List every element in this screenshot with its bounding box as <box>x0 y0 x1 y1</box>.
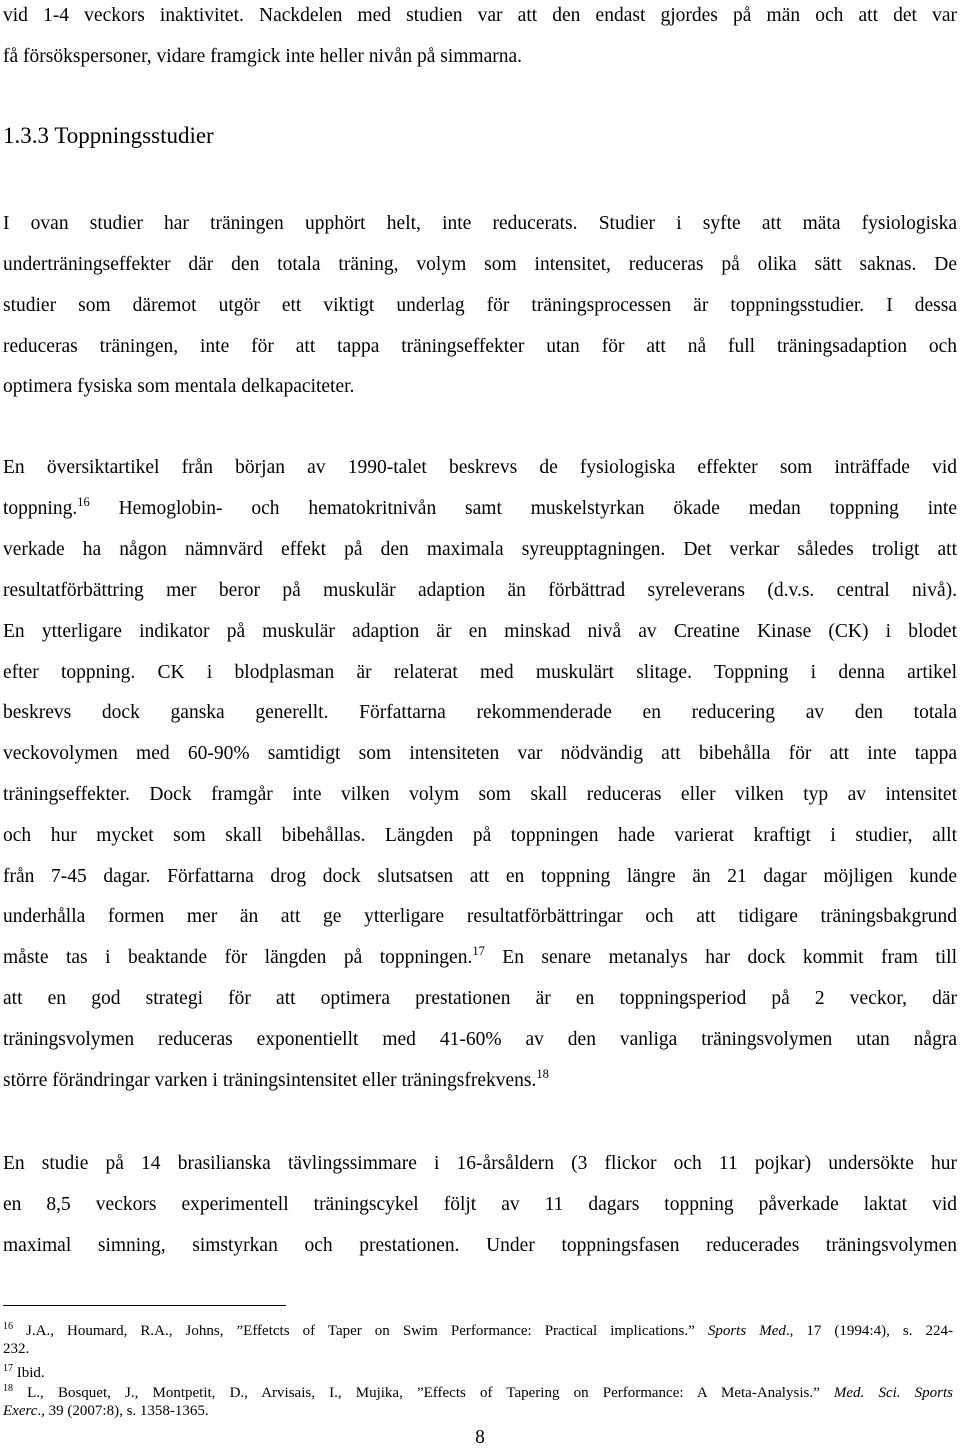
body-text-line: resultatförbättring mer beror på muskulär adaption än förbättrad syreleverans (d.v.s. central nivå). <box>3 580 957 601</box>
body-text-line: optimera fysiska som mentala delkapaciteter. <box>3 376 355 397</box>
body-text-line: En översiktartikel från början av 1990-talet beskrevs de fysiologiska effekter som inträffade vid <box>3 457 957 478</box>
footnote-ref: 17 <box>472 944 485 958</box>
body-text-line <box>3 497 957 521</box>
body-text-line: verkade ha någon nämnvärd effekt på den maximala syreupptagningen. Det verkar således troligt att <box>3 539 957 560</box>
footnote-ref: 16 <box>77 495 90 509</box>
footnote-line <box>3 1322 953 1340</box>
footnote-number: 16 <box>3 1321 13 1332</box>
body-text-line: reduceras träningen, inte för att tappa träningseffekter utan för att nå full träningsadaption och <box>3 336 957 357</box>
page-number: 8 <box>475 1427 485 1448</box>
footnote-line <box>3 1384 953 1402</box>
body-text-line: träningsvolymen reduceras exponentiellt med 41-60% av den vanliga träningsvolymen utan några <box>3 1029 957 1050</box>
body-text-line: En studie på 14 brasilianska tävlingssimmare i 16-årsåldern (3 flickor och 11 pojkar) undersökte hur <box>3 1153 957 1174</box>
section-heading: 1.3.3 Toppningsstudier <box>3 123 214 148</box>
body-text-line: vid 1-4 veckors inaktivitet. Nackdelen med studien var att den endast gjordes på män och att det var <box>3 5 957 26</box>
body-text-line: en 8,5 veckors experimentell träningscykel följt av 11 dagars toppning påverkade laktat vid <box>3 1194 957 1215</box>
body-text-line <box>3 1069 957 1093</box>
body-text-line: beskrevs dock ganska generellt. Författarna rekommenderade en reducering av den totala <box>3 702 957 723</box>
journal-name: Sports Med <box>707 1323 786 1339</box>
text-span: större förändringar varken i träningsintensitet eller träningsfrekvens. <box>3 1070 537 1091</box>
body-text-line: I ovan studier har träningen upphört helt, inte reducerats. Studier i syfte att mäta fysiologiska <box>3 213 957 234</box>
text-span: ., 17 (1994:4), s. 224- <box>785 1323 953 1339</box>
text-span: måste tas i beaktande för längden på toppningen. <box>3 947 473 968</box>
journal-name: Med. Sci. Sports <box>833 1385 954 1401</box>
body-text-line: underhålla formen mer än att ge ytterligare resultatförbättringar och att tidigare träningsbakgrund <box>3 906 957 927</box>
body-text-line <box>3 946 957 970</box>
footnote-number: 17 <box>3 1363 13 1374</box>
text-span: ., 39 (2007:8), s. 1358-1365. <box>37 1403 209 1419</box>
text-span: L., Bosquet, J., Montpetit, D., Arvisais, I., Mujika, ”Effects of Tapering on Performance: A Meta-Analysis.” <box>13 1385 834 1401</box>
text-span: Ibid. <box>13 1365 45 1381</box>
body-text-line: få försökspersoner, vidare framgick inte heller nivån på simmarna. <box>3 46 523 67</box>
footnote-17 <box>3 1364 953 1382</box>
footnote-separator <box>3 1305 286 1306</box>
footnote-16 <box>3 1322 953 1358</box>
footnote-ref: 18 <box>536 1067 549 1081</box>
footnote-number: 18 <box>3 1383 13 1394</box>
body-text-line: att en god strategi för att optimera prestationen är en toppningsperiod på 2 veckor, där <box>3 988 957 1009</box>
body-text-line: träningseffekter. Dock framgår inte vilken volym som skall reduceras eller vilken typ av intensitet <box>3 784 957 805</box>
body-text-line: och hur mycket som skall bibehållas. Längden på toppningen hade varierat kraftigt i studier, allt <box>3 825 957 846</box>
text-span: J.A., Houmard, R.A., Johns, ”Effetcts of Taper on Swim Performance: Practical implications.” <box>13 1323 708 1339</box>
body-text-line: En ytterligare indikator på muskulär adaption är en minskad nivå av Creatine Kinase (CK) i blodet <box>3 621 957 642</box>
journal-name: Exerc <box>3 1403 38 1419</box>
body-text-line: efter toppning. CK i blodplasman är relaterat med muskulärt slitage. Toppning i denna artikel <box>3 662 957 683</box>
footnote-line: 232. <box>3 1341 30 1357</box>
text-span: En senare metanalys har dock kommit fram till <box>484 947 957 968</box>
body-text-line: veckovolymen med 60-90% samtidigt som intensiteten var nödvändig att bibehålla för att inte tappa <box>3 743 957 764</box>
footnote-line <box>3 1402 953 1420</box>
body-text-line: maximal simning, simstyrkan och prestationen. Under toppningsfasen reducerades träningsvolymen <box>3 1235 957 1256</box>
body-text-line: underträningseffekter där den totala träning, volym som intensitet, reduceras på olika sätt saknas. De <box>3 254 957 275</box>
body-text-line: studier som däremot utgör ett viktigt underlag för träningsprocessen är toppningsstudier. I dessa <box>3 295 957 316</box>
footnote-18 <box>3 1384 953 1420</box>
body-text-line: från 7-45 dagar. Författarna drog dock slutsatsen att en toppning längre än 21 dagar möjligen kunde <box>3 866 957 887</box>
text-span: Hemoglobin- och hematokritnivån samt muskelstyrkan ökade medan toppning inte <box>89 498 957 519</box>
text-span: toppning. <box>3 498 78 519</box>
